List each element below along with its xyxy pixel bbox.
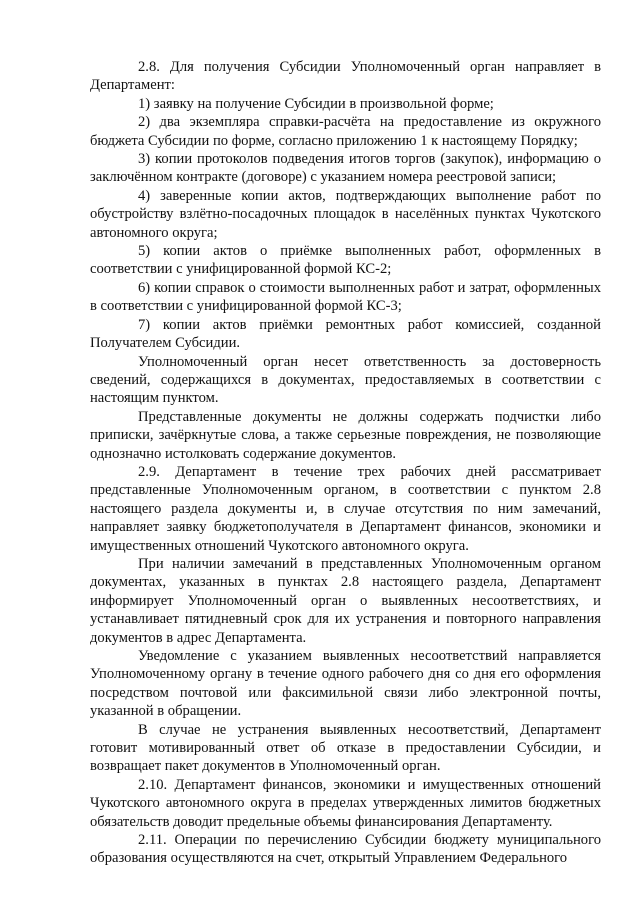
list-item-6: 6) копии справок о стоимости выполненных работ и затрат, оформленных в соответствии с унифицированной формой КС-3;	[90, 279, 601, 315]
list-item-4: 4) заверенные копии актов, подтверждающих выполнение работ по обустройству взлётно-посадочных площадок в населённых пунктах Чукотского автономного округа;	[90, 187, 601, 241]
paragraph-notification: Уведомление с указанием выявленных несоответствий направляется Уполномоченному органу в течение одного рабочего дня со дня его оформления посредством почтовой или факсимильной связи либо электронной почты, указанной в обращении.	[90, 648, 601, 720]
document-page	[90, 58, 601, 868]
list-item-5: 5) копии актов о приёмке выполненных работ, оформленных в соответствии с унифицированной формой КС-2;	[90, 243, 601, 278]
paragraph-responsibility: Уполномоченный орган несет ответственность за достоверность сведений, содержащихся в документах, предоставляемых в соответствии с настоящим пунктом.	[90, 353, 601, 407]
paragraph-document-requirements: Представленные документы не должны содержать подчистки либо приписки, зачёркнутые слова, а также серьезные повреждения, не позволяющие однозначно истолковать содержание документов.	[90, 408, 601, 462]
list-item-2: 2) два экземпляра справки-расчёта на предоставление из окружного бюджета Субсидии по форме, согласно приложению 1 к настоящему Порядку;	[90, 114, 601, 149]
list-item-1: 1) заявку на получение Субсидии в произвольной форме;	[138, 95, 494, 112]
list-item-3: 3) копии протоколов подведения итогов торгов (закупок), информацию о заключённом контракте (договоре) с указанием номера реестровой записи;	[90, 151, 601, 186]
paragraph-remarks: При наличии замечаний в представленных Уполномоченным органом документах, указанных в пунктах 2.8 настоящего раздела, Департамент информирует Уполномоченный орган о выявленных несоответствиях, и устанавливает пятидневный срок для их устранения и повторного направления документов в адрес Департамента.	[90, 555, 601, 646]
list-item-7: 7) копии актов приёмки ремонтных работ комиссией, созданной Получателем Субсидии.	[90, 316, 601, 352]
paragraph-refusal: В случае не устранения выявленных несоответствий, Департамент готовит мотивированный ответ об отказе в предоставлении Субсидии, и возвращает пакет документов в Уполномоченный орган.	[90, 721, 601, 775]
paragraph-2-8: 2.8. Для получения Субсидии Уполномоченный орган направляет в Департамент:	[90, 59, 601, 94]
paragraph-2-10: 2.10. Департамент финансов, экономики и имущественных отношений Чукотского автономного округа в пределах утвержденных лимитов бюджетных обязательств доводит предельные объемы финансирования Департаменту.	[90, 776, 601, 830]
paragraph-2-9: 2.9. Департамент в течение трех рабочих дней рассматривает представленные Уполномоченным органом, в соответствии с пунктом 2.8 настоящего раздела документы и, в случае отсутствия по ним замечаний, направляет заявку бюджетополучателя в Департамент финансов, экономики и имущественных отношений Чукотского автономного округа.	[90, 463, 601, 554]
paragraph-2-11: 2.11. Операции по перечислению Субсидии бюджету муниципального образования осуществляются на счет, открытый Управлением Федерального	[90, 832, 601, 867]
